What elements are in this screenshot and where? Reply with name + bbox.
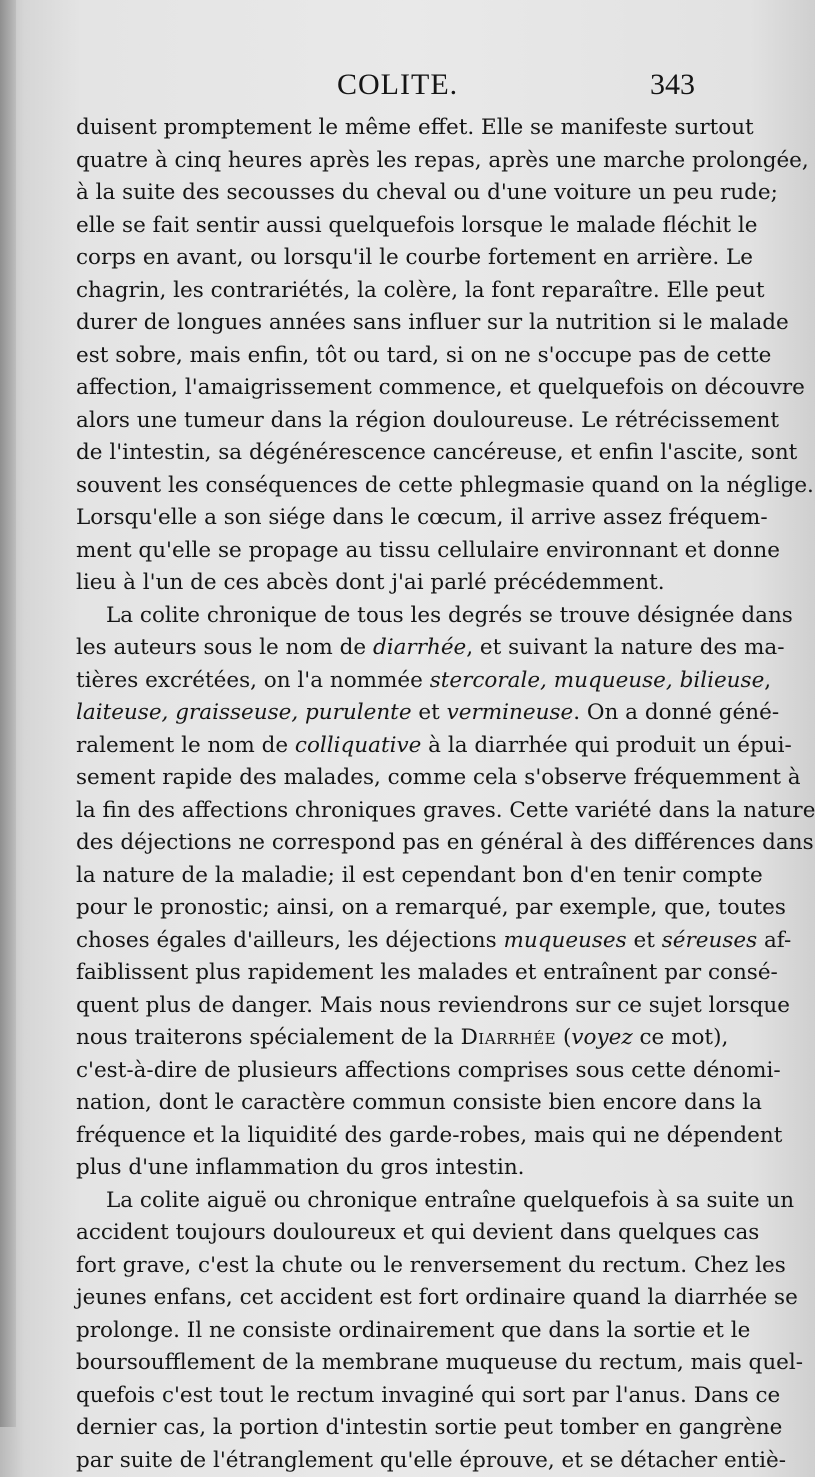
text-line bbox=[76, 275, 726, 308]
text-line bbox=[76, 1022, 726, 1055]
text-line bbox=[76, 1315, 726, 1348]
running-title: COLITE. bbox=[337, 68, 458, 102]
text-segment: ce mot), bbox=[633, 1025, 729, 1050]
text-segment: choses égales d'ailleurs, les déjections bbox=[76, 928, 503, 953]
text-line bbox=[76, 372, 726, 405]
text-segment: et bbox=[627, 928, 662, 953]
text-line bbox=[76, 1250, 726, 1283]
text-line bbox=[76, 1347, 726, 1380]
text-segment: plus d'une inflammation du gros intestin. bbox=[76, 1155, 525, 1180]
text-line bbox=[76, 762, 726, 795]
italic-term: stercorale, muqueuse, bilieuse bbox=[430, 668, 765, 693]
text-line bbox=[76, 860, 726, 893]
text-line bbox=[76, 1087, 726, 1120]
text-segment: durer de longues années sans influer sur la nutrition si le malade bbox=[76, 310, 789, 335]
text-segment: chagrin, les contrariétés, la colère, la font reparaître. Elle peut bbox=[76, 278, 765, 303]
text-segment: fort grave, c'est la chute ou le renversement du rectum. Chez les bbox=[76, 1253, 786, 1278]
text-line bbox=[76, 405, 726, 438]
text-segment: la fin des affections chroniques graves. Cette variété dans la nature bbox=[76, 798, 815, 823]
italic-term: muqueuses bbox=[503, 928, 626, 953]
text-segment: affection, l'amaigrissement commence, et quelquefois on découvre bbox=[76, 375, 805, 400]
text-segment: dernier cas, la portion d'intestin sortie peut tomber en gangrène bbox=[76, 1415, 782, 1440]
text-segment: souvent les conséquences de cette phlegmasie quand on la néglige. bbox=[76, 473, 814, 498]
text-line bbox=[76, 437, 726, 470]
text-segment: de l'intestin, sa dégénérescence cancéreuse, et enfin l'ascite, sont bbox=[76, 440, 797, 465]
text-segment: des déjections ne correspond pas en général à des différences dans bbox=[76, 830, 814, 855]
text-line bbox=[76, 535, 726, 568]
text-segment: fréquence et la liquidité des garde-robes, mais qui ne dépendent bbox=[76, 1123, 782, 1148]
text-line bbox=[76, 1152, 726, 1185]
small-caps-term: Diarrhée bbox=[461, 1025, 557, 1050]
text-segment: quatre à cinq heures après les repas, après une marche prolongée, bbox=[76, 148, 809, 173]
body-text bbox=[76, 112, 726, 1477]
text-line bbox=[76, 1380, 726, 1413]
text-line bbox=[76, 1120, 726, 1153]
text-segment: tières excrétées, on l'a nommée bbox=[76, 668, 430, 693]
text-segment: La colite chronique de tous les degrés se trouve désignée dans bbox=[106, 603, 793, 628]
text-segment: accident toujours douloureux et qui devient dans quelques cas bbox=[76, 1220, 759, 1245]
text-line bbox=[76, 1445, 726, 1477]
text-line bbox=[76, 502, 726, 535]
text-segment: lieu à l'un de ces abcès dont j'ai parlé précédemment. bbox=[76, 570, 665, 595]
text-line bbox=[76, 177, 726, 210]
text-segment: corps en avant, ou lorsqu'il le courbe fortement en arrière. Le bbox=[76, 245, 753, 270]
text-line bbox=[76, 112, 726, 145]
text-segment: à la suite des secousses du cheval ou d'une voiture un peu rude; bbox=[76, 180, 778, 205]
text-line bbox=[76, 145, 726, 178]
text-segment: sement rapide des malades, comme cela s'observe fréquemment à bbox=[76, 765, 801, 790]
text-line bbox=[76, 665, 726, 698]
text-segment: , et suivant la nature des ma- bbox=[466, 635, 784, 660]
text-segment: af- bbox=[757, 928, 791, 953]
text-segment: pour le pronostic; ainsi, on a remarqué, par exemple, que, toutes bbox=[76, 895, 786, 920]
text-line bbox=[76, 1055, 726, 1088]
text-segment: faiblissent plus rapidement les malades et entraînent par consé- bbox=[76, 960, 778, 985]
text-line bbox=[76, 990, 726, 1023]
italic-term: diarrhée bbox=[373, 635, 466, 660]
text-segment: , bbox=[764, 668, 771, 693]
text-line bbox=[76, 892, 726, 925]
text-line bbox=[76, 925, 726, 958]
text-line bbox=[76, 600, 726, 633]
text-segment: par suite de l'étranglement qu'elle éprouve, et se détacher entiè- bbox=[76, 1448, 786, 1473]
text-segment: alors une tumeur dans la région douloureuse. Le rétrécissement bbox=[76, 408, 779, 433]
text-segment: boursoufflement de la membrane muqueuse du rectum, mais quel- bbox=[76, 1350, 803, 1375]
text-segment: ralement le nom de bbox=[76, 733, 295, 758]
text-line bbox=[76, 210, 726, 243]
text-line bbox=[76, 827, 726, 860]
text-segment: Lorsqu'elle a son siége dans le cœcum, il arrive assez fréquem- bbox=[76, 505, 768, 530]
text-segment: les auteurs sous le nom de bbox=[76, 635, 373, 660]
text-line bbox=[76, 957, 726, 990]
text-line bbox=[76, 307, 726, 340]
running-head bbox=[0, 68, 800, 108]
italic-term: séreuses bbox=[662, 928, 757, 953]
text-segment: elle se fait sentir aussi quelquefois lorsque le malade fléchit le bbox=[76, 213, 757, 238]
text-line bbox=[76, 1412, 726, 1445]
text-segment: nation, dont le caractère commun consiste bien encore dans la bbox=[76, 1090, 762, 1115]
text-segment: est sobre, mais enfin, tôt ou tard, si on ne s'occupe pas de cette bbox=[76, 343, 771, 368]
text-line bbox=[76, 632, 726, 665]
italic-term: laiteuse, graisseuse, purulente bbox=[76, 700, 412, 725]
text-segment: . On a donné géné- bbox=[573, 700, 779, 725]
text-segment: prolonge. Il ne consiste ordinairement que dans la sortie et le bbox=[76, 1318, 750, 1343]
text-line bbox=[76, 795, 726, 828]
italic-term: voyez bbox=[571, 1025, 632, 1050]
text-segment: la nature de la maladie; il est cependant bon d'en tenir compte bbox=[76, 863, 763, 888]
text-segment: quent plus de danger. Mais nous reviendrons sur ce sujet lorsque bbox=[76, 993, 790, 1018]
italic-term: colliquative bbox=[295, 733, 421, 758]
text-line bbox=[76, 567, 726, 600]
text-line bbox=[76, 1217, 726, 1250]
text-segment: à la diarrhée qui produit un épui- bbox=[421, 733, 791, 758]
text-line bbox=[76, 242, 726, 275]
text-line bbox=[76, 697, 726, 730]
text-segment: duisent promptement le même effet. Elle se manifeste surtout bbox=[76, 115, 754, 140]
text-segment: et bbox=[412, 700, 447, 725]
text-segment: jeunes enfans, cet accident est fort ordinaire quand la diarrhée se bbox=[76, 1285, 798, 1310]
text-segment: ment qu'elle se propage au tissu cellulaire environnant et donne bbox=[76, 538, 780, 563]
text-segment: c'est-à-dire de plusieurs affections comprises sous cette dénomi- bbox=[76, 1058, 781, 1083]
text-segment: ( bbox=[556, 1025, 571, 1050]
text-line bbox=[76, 1185, 726, 1218]
text-segment: La colite aiguë ou chronique entraîne quelquefois à sa suite un bbox=[106, 1188, 794, 1213]
italic-term: vermineuse bbox=[447, 700, 574, 725]
text-line bbox=[76, 1282, 726, 1315]
text-segment: quefois c'est tout le rectum invaginé qui sort par l'anus. Dans ce bbox=[76, 1383, 780, 1408]
text-line bbox=[76, 470, 726, 503]
text-line bbox=[76, 340, 726, 373]
text-segment: nous traiterons spécialement de la bbox=[76, 1025, 461, 1050]
text-line bbox=[76, 730, 726, 763]
page-binding-shadow bbox=[0, 0, 16, 1427]
page-number: 343 bbox=[650, 68, 695, 102]
